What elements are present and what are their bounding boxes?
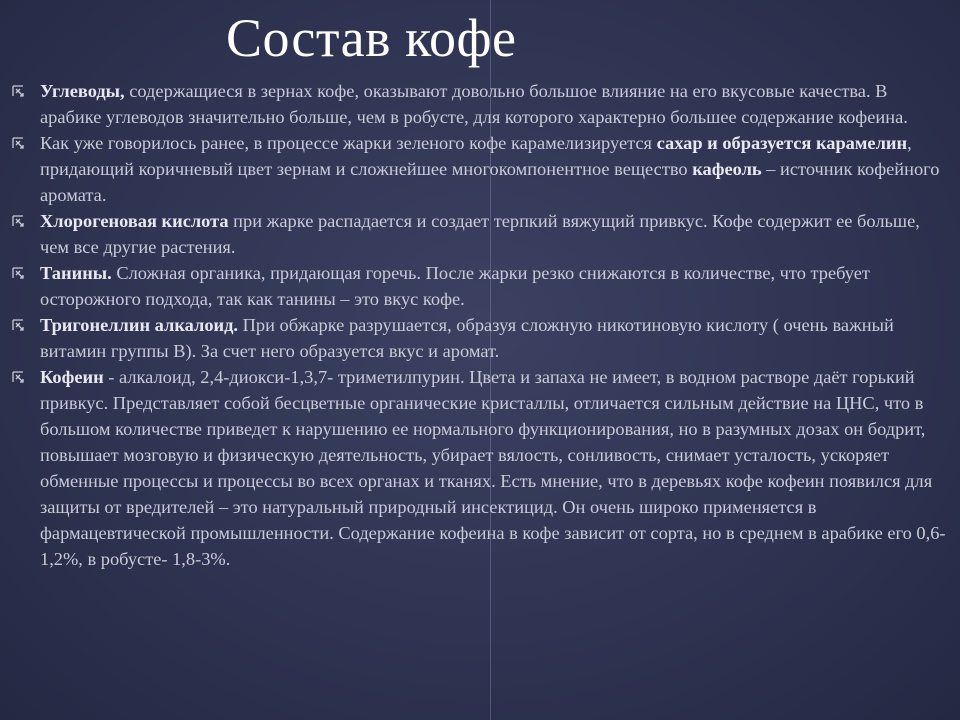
bullet-term: кафеоль: [692, 159, 762, 179]
bullet-text: , придающий коричневый цвет зернам и сложнейшее многокомпонентное вещество: [40, 133, 912, 179]
bullet-term: Углеводы,: [40, 81, 125, 101]
quote-mark-icon: [11, 318, 25, 332]
bullet-text: При обжарке разрушается, образуя сложную никотиновую кислоту ( очень важный витамин группы В). За счет него образуется вкус и аромат.: [40, 315, 894, 361]
slide-title: Состав кофе: [226, 8, 517, 68]
bullet-item: [0, 312, 950, 364]
bullet-term: Хлорогеновая кислота: [40, 211, 229, 231]
bullet-item: [0, 364, 950, 572]
bullet-term: Кофеин: [40, 367, 104, 387]
bullet-list: [0, 78, 950, 572]
bullet-term: сахар и образуется карамелин: [656, 133, 908, 153]
bullet-item: [0, 130, 950, 208]
bullet-text: – источник кофейного аромата.: [40, 159, 940, 205]
bullet-text: Сложная органика, придающая горечь. После жарки резко снижаются в количестве, что требует осторожного подхода, так как танины – это вкус кофе.: [40, 263, 870, 309]
bullet-text: Как уже говорилось ранее, в процессе жарки зеленого кофе карамелизируется: [40, 133, 657, 153]
bullet-text: - алкалоид, 2,4-диокси-1,3,7- триметилпурин. Цвета и запаха не имеет, в водном растворе даёт горький привкус. Представляет собой бесцветные органические кристаллы, отличается сильным действие на ЦНС, что в большом количестве приведет к нарушению ее нормального функционирования, но в разумных дозах он бодрит, повышает мозговую и физическую деятельность, убирает вялость, сонливость, снимает усталость, ускоряет обменные процессы и процессы во всех органах и тканях. Есть мнение, что в деревьях кофе кофеин появился для защиты от вредителей – это натуральный природный инсектицид. Он очень широко применяется в фармацевтической промышленности. Содержание кофеина в кофе зависит от сорта, но в среднем в арабике его 0,6-1,2%, в робусте- 1,8-3%.: [40, 367, 946, 569]
quote-mark-icon: [11, 84, 25, 98]
bullet-item: [0, 78, 950, 130]
quote-mark-icon: [11, 136, 25, 150]
quote-mark-icon: [11, 214, 25, 228]
bullet-text: при жарке распадается и создает терпкий вяжущий привкус. Кофе содержит ее больше, чем все другие растения.: [40, 211, 920, 257]
bullet-item: [0, 208, 950, 260]
quote-mark-icon: [11, 370, 25, 384]
bullet-item: [0, 260, 950, 312]
bullet-term: Тригонеллин алкалоид.: [40, 315, 239, 335]
bullet-term: Танины.: [40, 263, 112, 283]
bullet-text: содержащиеся в зернах кофе, оказывают довольно большое влияние на его вкусовые качества. В арабике углеводов значительно больше, чем в робусте, для которого характерно большее содержание кофеина.: [40, 81, 908, 127]
quote-mark-icon: [11, 266, 25, 280]
